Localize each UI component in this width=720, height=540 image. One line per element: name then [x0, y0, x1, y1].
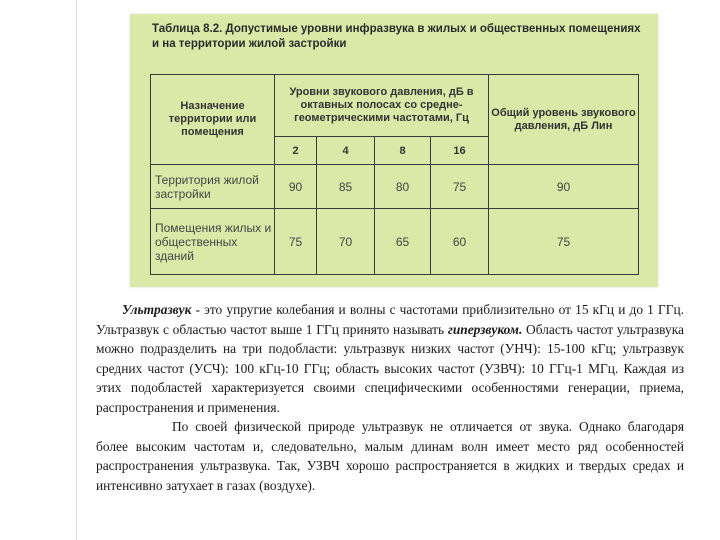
- cell-value: 65: [375, 209, 431, 275]
- table-row: [151, 209, 639, 275]
- freq-4: 4: [317, 137, 375, 165]
- header-purpose: Назначение территории или помещения: [151, 75, 275, 165]
- infrasound-table: [150, 74, 639, 275]
- cell-total: 90: [489, 165, 639, 209]
- header-levels: Уровни звукового давления, дБ в октавных полосах со средне-геометрическими частотами, Гц: [275, 75, 489, 137]
- cell-total: 75: [489, 209, 639, 275]
- cell-value: 70: [317, 209, 375, 275]
- term-hypersound: гиперзвуком.: [447, 321, 523, 337]
- cell-value: 75: [275, 209, 317, 275]
- table-caption: Таблица 8.2. Допустимые уровни инфразвука в жилых и общественных помещениях и на территории жилой застройки: [152, 23, 641, 50]
- paragraph-text: Область частот ультразвука можно подразделить на три подобласти: ультразвук низких частот (УНЧ): 15-100 кГц; ультразвук средних частот (УСЧ): 100 кГц-10 ГГц; область высоких частот (УЗВЧ): 10 ГГц-1 МГц. Каждая из этих подобластей характеризуется своими специфическими особенностями генерации, приема, распространения и применения.: [96, 321, 684, 415]
- body-text: [96, 300, 684, 495]
- freq-16: 16: [431, 137, 489, 165]
- freq-8: 8: [375, 137, 431, 165]
- page-margin-line: [76, 0, 77, 540]
- header-total: Общий уровень звукового давления, дБ Лин: [489, 75, 639, 165]
- cell-value: 60: [431, 209, 489, 275]
- term-ultrasound: Ультразвук: [122, 302, 192, 317]
- table-row: [151, 165, 639, 209]
- cell-value: 80: [375, 165, 431, 209]
- freq-2: 2: [275, 137, 317, 165]
- paragraph-ultrasound: [96, 300, 684, 417]
- cell-value: 85: [317, 165, 375, 209]
- cell-value: 90: [275, 165, 317, 209]
- table-image: [130, 14, 658, 287]
- cell-value: 75: [431, 165, 489, 209]
- row-label: Помещения жилых и общественных зданий: [151, 209, 275, 275]
- row-label: Территория жилой застройки: [151, 165, 275, 209]
- paragraph-text: - это упругие колебания и волны с частотами приблизительно от 15 кГц и до 1 ГГц. Ультразвук с областью частот выше 1 ГГц принято называть: [96, 302, 684, 337]
- paragraph-physics: По своей физической природе ультразвук не отличается от звука. Однако благодаря более высоким частотам и, следовательно, малым длинам волн имеет место ряд особенностей распространения ультразвука. Так, УЗВЧ хорошо распространяется в жидких и твердых средах и интенсивно затухает в газах (воздухе).: [96, 419, 684, 493]
